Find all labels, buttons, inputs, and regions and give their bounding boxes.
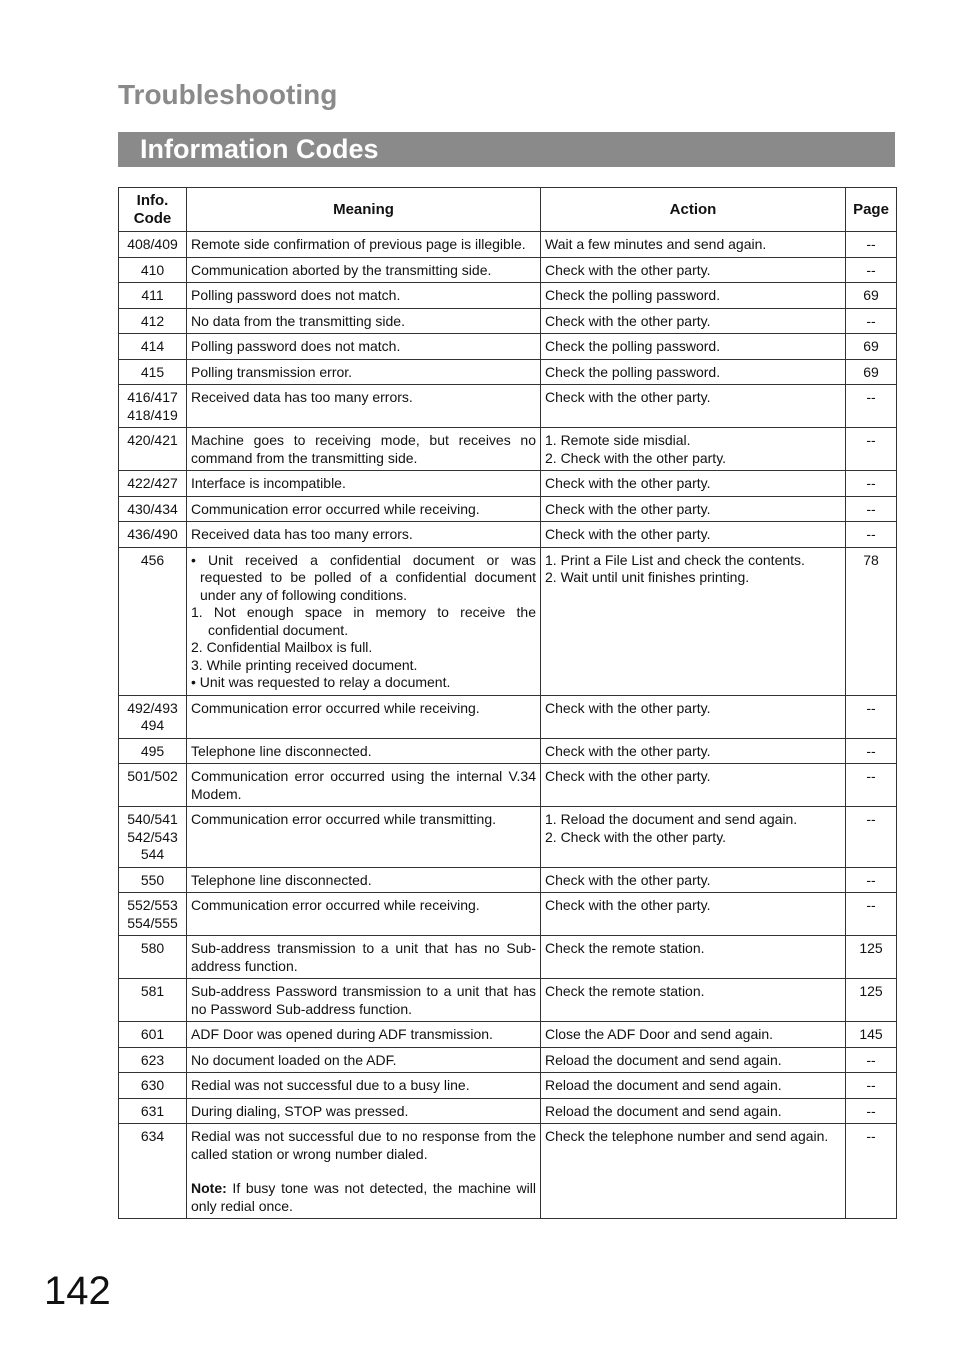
- action-cell: [541, 979, 846, 1022]
- page-ref: 125: [846, 936, 897, 979]
- page-ref: 145: [846, 1022, 897, 1048]
- table-row: [119, 738, 897, 764]
- table-row: [119, 359, 897, 385]
- info-code: 552/553: [127, 897, 178, 913]
- info-code-cell: [119, 979, 187, 1022]
- action-cell: [541, 1073, 846, 1099]
- table-row: [119, 1073, 897, 1099]
- info-code: 580: [140, 940, 165, 956]
- table-header-row: [119, 188, 897, 232]
- info-code-cell: [119, 428, 187, 471]
- table-row: [119, 385, 897, 428]
- action-cell: [541, 1047, 846, 1073]
- meaning-text: Sub-address transmission to a unit that has no Sub-address function.: [191, 940, 536, 974]
- action-cell: [541, 257, 846, 283]
- meaning-cell: [187, 359, 541, 385]
- action-cell: [541, 738, 846, 764]
- meaning-text: Remote side confirmation of previous page is illegible.: [191, 236, 526, 252]
- info-code-cell: [119, 738, 187, 764]
- meaning-cell: [187, 471, 541, 497]
- table-row: [119, 867, 897, 893]
- meaning-cell: [187, 893, 541, 936]
- info-code-cell: [119, 1047, 187, 1073]
- meaning-cell: [187, 738, 541, 764]
- action-text: Reload the document and send again.: [545, 1051, 782, 1068]
- info-code: 601: [140, 1026, 165, 1042]
- action-text: Check with the other party.: [545, 312, 711, 329]
- action-cell: [541, 428, 846, 471]
- table-row: [119, 334, 897, 360]
- action-text: Check the telephone number and send again.: [545, 1128, 829, 1144]
- action-text: Check the remote station.: [545, 940, 705, 956]
- action-cell: [541, 232, 846, 258]
- table-row: [119, 283, 897, 309]
- page-ref: --: [846, 428, 897, 471]
- action-text: Close the ADF Door and send again.: [545, 1026, 774, 1042]
- meaning-text: Sub-address Password transmission to a unit that has no Password Sub-address function.: [191, 983, 536, 1017]
- action-cell: [541, 334, 846, 360]
- banner-title: Information Codes: [118, 132, 895, 167]
- meaning-text: 2. Confidential Mailbox is full.: [191, 639, 373, 655]
- action-text: Reload the document and send again.: [545, 1102, 782, 1119]
- info-code: 540/541: [127, 811, 178, 827]
- action-cell: [541, 867, 846, 893]
- meaning-text: Redial was not successful due to a busy line.: [191, 1077, 470, 1093]
- meaning-text: Polling password does not match.: [191, 287, 401, 303]
- meaning-cell: [187, 428, 541, 471]
- info-code-cell: [119, 936, 187, 979]
- meaning-text: Redial was not successful due to no response from the called station or wrong number dialed.: [191, 1128, 536, 1162]
- meaning-text: • Unit was requested to relay a document.: [191, 674, 451, 690]
- info-code: 422/427: [127, 475, 178, 491]
- info-code: 408/409: [127, 236, 178, 252]
- page-ref: 78: [846, 547, 897, 695]
- action-text: 1. Reload the document and send again.: [545, 811, 798, 827]
- info-code-cell: [119, 471, 187, 497]
- action-cell: [541, 893, 846, 936]
- page-ref: --: [846, 257, 897, 283]
- action-text: Reload the document and send again.: [545, 1077, 782, 1093]
- action-text: Check the polling password.: [545, 338, 721, 354]
- info-code: 501/502: [127, 768, 178, 784]
- action-text: Check with the other party.: [545, 526, 711, 542]
- meaning-text: ADF Door was opened during ADF transmission.: [191, 1026, 493, 1042]
- meaning-text: 3. While printing received document.: [191, 656, 418, 673]
- info-code-cell: [119, 807, 187, 868]
- info-code-cell: [119, 547, 187, 695]
- meaning-cell: [187, 695, 541, 738]
- action-cell: [541, 1022, 846, 1048]
- meaning-cell: [187, 496, 541, 522]
- note-text: [191, 1180, 536, 1215]
- info-code-cell: [119, 385, 187, 428]
- action-cell: [541, 385, 846, 428]
- meaning-cell: [187, 979, 541, 1022]
- table-row: [119, 936, 897, 979]
- info-code: 494: [140, 717, 165, 733]
- page-ref: 69: [846, 359, 897, 385]
- info-code: 411: [141, 287, 164, 303]
- meaning-cell: [187, 936, 541, 979]
- meaning-text: No document loaded on the ADF.: [191, 1051, 397, 1068]
- page-ref: --: [846, 522, 897, 548]
- meaning-text: Communication error occurred using the internal V.34 Modem.: [191, 768, 536, 802]
- action-text: Check with the other party.: [545, 500, 711, 517]
- info-code-cell: [119, 283, 187, 309]
- info-code-cell: [119, 893, 187, 936]
- info-code-cell: [119, 359, 187, 385]
- action-cell: [541, 522, 846, 548]
- info-code-cell: [119, 1022, 187, 1048]
- section-title: Troubleshooting: [118, 79, 338, 110]
- action-cell: [541, 308, 846, 334]
- table-row: [119, 522, 897, 548]
- meaning-cell: [187, 1073, 541, 1099]
- meaning-text: Received data has too many errors.: [191, 526, 413, 542]
- meaning-text: Interface is incompatible.: [191, 475, 346, 491]
- info-code: 415: [140, 363, 165, 380]
- info-code: 416/417: [127, 389, 178, 405]
- info-code: 544: [140, 846, 165, 862]
- action-text: Check with the other party.: [545, 389, 711, 405]
- info-code-cell: [119, 867, 187, 893]
- action-cell: [541, 807, 846, 868]
- action-text: Check with the other party.: [545, 475, 711, 491]
- meaning-cell: [187, 385, 541, 428]
- meaning-text: Telephone line disconnected.: [191, 871, 372, 888]
- meaning-text: Communication error occurred while receiving.: [191, 500, 480, 517]
- meaning-text: Communication aborted by the transmitting side.: [191, 261, 492, 278]
- page-ref: --: [846, 232, 897, 258]
- meaning-cell: [187, 522, 541, 548]
- meaning-text: Telephone line disconnected.: [191, 742, 372, 759]
- action-text: 1. Remote side misdial.: [545, 432, 691, 448]
- meaning-text: Received data has too many errors.: [191, 389, 413, 405]
- information-codes-table: [118, 187, 897, 1219]
- info-code: 418/419: [127, 406, 178, 423]
- info-code-cell: [119, 1124, 187, 1219]
- header-info-code: [119, 188, 187, 232]
- page-ref: --: [846, 496, 897, 522]
- action-text: 2. Wait until unit finishes printing.: [545, 569, 750, 585]
- meaning-cell: [187, 764, 541, 807]
- page-ref: 69: [846, 334, 897, 360]
- header-page: Page: [846, 188, 897, 232]
- page-ref: 69: [846, 283, 897, 309]
- table-row: [119, 695, 897, 738]
- table-row: [119, 1022, 897, 1048]
- meaning-cell: [187, 867, 541, 893]
- page-ref: --: [846, 471, 897, 497]
- info-code: 542/543: [127, 828, 178, 845]
- action-cell: [541, 496, 846, 522]
- action-cell: [541, 547, 846, 695]
- meaning-text: Communication error occurred while receiving.: [191, 699, 480, 716]
- info-code-cell: [119, 308, 187, 334]
- table-row: [119, 893, 897, 936]
- page-ref: --: [846, 867, 897, 893]
- meaning-cell: [187, 547, 541, 695]
- action-text: Check with the other party.: [545, 742, 711, 759]
- meaning-cell: [187, 334, 541, 360]
- table-row: [119, 257, 897, 283]
- info-code-cell: [119, 257, 187, 283]
- info-code: 554/555: [127, 914, 178, 931]
- note-label: Note:: [191, 1180, 227, 1196]
- note-body: If busy tone was not detected, the machine will only redial once.: [191, 1180, 536, 1214]
- header-action: Action: [541, 188, 846, 232]
- action-cell: [541, 471, 846, 497]
- table-row: [119, 807, 897, 868]
- page-ref: --: [846, 695, 897, 738]
- info-code: 495: [140, 742, 165, 759]
- table-row: [119, 1098, 897, 1124]
- action-text: Check with the other party.: [545, 768, 711, 784]
- meaning-cell: [187, 1098, 541, 1124]
- meaning-text: Machine goes to receiving mode, but receives no command from the transmitting side.: [191, 432, 536, 466]
- info-code-cell: [119, 695, 187, 738]
- meaning-cell: [187, 1022, 541, 1048]
- meaning-cell: [187, 283, 541, 309]
- table-row: [119, 1124, 897, 1219]
- action-text: 1. Print a File List and check the contents.: [545, 551, 805, 568]
- page-ref: --: [846, 1047, 897, 1073]
- info-code: 412: [140, 312, 165, 329]
- page-ref: --: [846, 1124, 897, 1219]
- info-code: 414: [140, 338, 165, 354]
- meaning-cell: [187, 232, 541, 258]
- action-text: Check with the other party.: [545, 699, 711, 716]
- action-text: Check with the other party.: [545, 871, 711, 888]
- table-row: [119, 547, 897, 695]
- info-code: 436/490: [127, 526, 178, 542]
- action-text: Check with the other party.: [545, 261, 711, 278]
- info-code: 630: [140, 1077, 165, 1093]
- table-row: [119, 764, 897, 807]
- meaning-cell: [187, 257, 541, 283]
- info-code: 456: [140, 551, 165, 568]
- meaning-text: During dialing, STOP was pressed.: [191, 1102, 409, 1119]
- page-ref: --: [846, 1098, 897, 1124]
- info-code-cell: [119, 1073, 187, 1099]
- meaning-text: 1. Not enough space in memory to receive the confidential document.: [191, 604, 536, 638]
- table-row: [119, 979, 897, 1022]
- action-cell: [541, 1124, 846, 1219]
- info-code: 420/421: [127, 432, 178, 448]
- action-cell: [541, 936, 846, 979]
- meaning-cell: [187, 308, 541, 334]
- meaning-text: No data from the transmitting side.: [191, 312, 405, 329]
- action-text: 2. Check with the other party.: [545, 828, 727, 845]
- page-ref: --: [846, 764, 897, 807]
- header-meaning: Meaning: [187, 188, 541, 232]
- table-row: [119, 308, 897, 334]
- page-ref: --: [846, 308, 897, 334]
- action-cell: [541, 695, 846, 738]
- info-code: 581: [140, 983, 165, 999]
- meaning-text: Communication error occurred while receiving.: [191, 897, 480, 913]
- action-text: Check the polling password.: [545, 363, 721, 380]
- action-text: Check with the other party.: [545, 897, 711, 913]
- page-number: 142: [44, 1269, 111, 1313]
- info-code: 492/493: [127, 699, 178, 716]
- info-code-cell: [119, 1098, 187, 1124]
- page-ref: --: [846, 738, 897, 764]
- action-cell: [541, 359, 846, 385]
- info-code: 430/434: [127, 500, 178, 517]
- info-code: 550: [140, 871, 165, 888]
- meaning-cell: [187, 807, 541, 868]
- info-code-cell: [119, 496, 187, 522]
- info-code: 634: [140, 1128, 165, 1144]
- table-row: [119, 496, 897, 522]
- action-text: Check the polling password.: [545, 287, 721, 303]
- info-code-cell: [119, 764, 187, 807]
- action-text: Check the remote station.: [545, 983, 705, 999]
- action-cell: [541, 283, 846, 309]
- table-row: [119, 232, 897, 258]
- table-row: [119, 428, 897, 471]
- meaning-text: Polling transmission error.: [191, 363, 353, 380]
- page-ref: --: [846, 1073, 897, 1099]
- action-cell: [541, 764, 846, 807]
- info-code-cell: [119, 334, 187, 360]
- action-text: Wait a few minutes and send again.: [545, 236, 767, 252]
- action-cell: [541, 1098, 846, 1124]
- page-ref: --: [846, 893, 897, 936]
- info-code: 410: [140, 261, 165, 278]
- header-info-code-label: Info. Code: [133, 192, 172, 227]
- action-text: 2. Check with the other party.: [545, 449, 727, 466]
- info-code-cell: [119, 522, 187, 548]
- table-row: [119, 471, 897, 497]
- page-ref: 125: [846, 979, 897, 1022]
- table-row: [119, 1047, 897, 1073]
- meaning-cell: [187, 1124, 541, 1219]
- page-ref: --: [846, 807, 897, 868]
- meaning-text: Polling password does not match.: [191, 338, 401, 354]
- info-code: 631: [140, 1102, 165, 1119]
- meaning-cell: [187, 1047, 541, 1073]
- page-ref: --: [846, 385, 897, 428]
- info-code-cell: [119, 232, 187, 258]
- info-code: 623: [140, 1051, 165, 1068]
- meaning-text: Communication error occurred while transmitting.: [191, 811, 496, 827]
- meaning-text: • Unit received a confidential document or was requested to be polled of a confidential document under any of following conditions.: [191, 551, 536, 603]
